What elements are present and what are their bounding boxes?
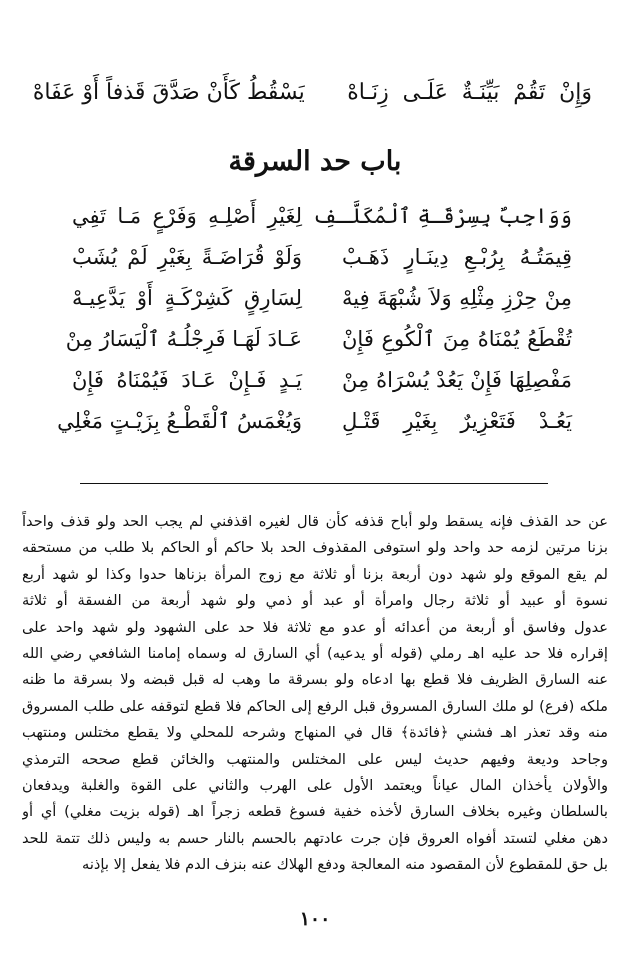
second-hemistich: لِغَيْرِ أَصْلِـهِ وَفَرْعٍ مَـا تَفِي (72, 203, 302, 228)
first-hemistich: تُقْطَعُ يُمْنَاهُ مِنَ ٱلْكُوعِ فَإِنْ (342, 326, 572, 351)
first-hemistich: مَفْصِلِهَا فَإِنْ يَعُدْ يُسْرَاهُ مِنْ (342, 367, 572, 392)
first-hemistich: يَعُـدْ فَتَعْزِيرٌ بِغَيْرِ قَتْـلِ (342, 408, 572, 433)
second-hemistich: وَيُغْمَسُ ٱلْقَطْـعُ بِزَيْـتٍ مَغْلِي (57, 408, 302, 433)
commentary-line: بزنا مرتين لزمه حد واحد ولو استوفى المقذوف الحد بلا حاكم أو الحاكم بلا طلب من مستحقه (22, 539, 608, 557)
commentary-line: عدول وفاسق أو أربعة من أعدائه أو عدو مع ثلاثة فلا حد على الشهود ولو شهد واحد على (22, 618, 608, 636)
commentary-line: بالسلطان وغيره بخلاف السارق لأخذه خفية فسوغ قطعه زجراً اهـ (قوله بزيت مغلي) أي أو (22, 803, 608, 821)
verse-row (72, 236, 572, 277)
commentary-line: والأولان يأخذان المال عياناً ويعتمد الأول على الهرب والثاني على القوة والغلبة ويدفعان (22, 776, 608, 794)
second-hemistich: لِسَارِقٍ كَشِرْكَـةٍ أَوْ يَدَّعِيـهْ (72, 285, 302, 310)
verse-row (72, 359, 572, 400)
commentary-line: بل حق للمقطوع لأن المقصود منه المعالجة ودفع الهلاك عنه بنزف الدم فلا يفعل إلا بإذنه (82, 856, 608, 874)
second-hemistich: عَـادَ لَهَـا فَرِجْلُـهُ ٱلْيَسَارُ مِنْ (65, 326, 302, 351)
verse-row (72, 195, 572, 236)
chapter-title: باب حد السرقة (228, 146, 402, 177)
commentary-line: عن حد القذف فإنه يسقط ولو أباح قذفه كأن قال لغيره اقذفني لم يجب الحد ولو قذف واحداً (22, 513, 608, 530)
second-hemistich: وَلَوْ قُرَاضَـةً بِغَيْرِ لَمْ يُشَبْ (72, 244, 302, 269)
top-verse-second-hemistich: يَسْقُطُ كَأَنْ صَدَّقَ قَذفاً أَوْ عَفَاهْ (32, 79, 305, 105)
first-hemistich: مِنْ حِرْزِ مِثْلِهِ وَلاَ شُبْهَةَ فِيهْ (342, 285, 572, 310)
top-verse (32, 72, 592, 112)
commentary-text (22, 509, 608, 878)
first-hemistich: وَوَاجِبٌ بِسِرْقَـةِ ٱلْمُكَلَّـفِ (312, 203, 572, 228)
commentary-line: نسوة أو عبيد أو ثلاثة رجال وامرأة أو عبد أو ذمي ولو شهد أربعة من الفسقة أو ثلاثة (22, 592, 608, 610)
commentary-line: دهن مغلي لتستد أفواه العروق فإن جرت عادتهم بالحسم بالنار حسم به وليس ذلك تتمة للحد (22, 829, 608, 847)
commentary-line: منه وقد تعذر اهـ فشني ﴿فائدة﴾ قال في المنهاج وشرحه للمحلي ولا يقطع مختلس ومنتهب (22, 724, 608, 742)
page-number: ١٠٠ (299, 908, 331, 930)
commentary-line: عنه السارق الظريف فلا قطع بها ادعاه ولو بسرقة ما وهب له قبل قبضه ولا بسرقة ما ظنه (22, 671, 608, 689)
verse-row (72, 277, 572, 318)
section-divider (80, 483, 548, 484)
top-verse-first-hemistich: وَإِنْ تَقُمْ بَيِّنَـةٌ عَلَـى زِنَـاهْ (347, 79, 592, 105)
first-hemistich: قِيمَتُـهُ بِرُبْـعِ دِينَـارٍ ذَهَـبْ (342, 244, 572, 269)
verse-block (57, 195, 572, 441)
verse-row (57, 400, 572, 441)
second-hemistich: يَـدٍ فَـإِنْ عَـادَ فَيُمْنَاهُ فَإِنْ (72, 367, 302, 392)
commentary-line: إقراره فلا حد عليه اهـ رملي (قوله أو يدعيه) أي السارق له وسماه إمامنا الشافعي رضي الله (22, 644, 608, 662)
verse-row (65, 318, 572, 359)
commentary-line: وجاحد وديعة وفيهم حديث ليس على المختلس والمنتهب والخائن قطع صححه الترمذي (22, 750, 608, 768)
commentary-line: لم يقع الموقع ولو شهد دون أربعة بزنا أو ثلاثة مع زوج المرأة بزناها حدوا وكذا لو شهد أربع (22, 565, 608, 583)
commentary-line: ملكه (فرع) لو ملك السارق المسروق قبل الرفع إلى الحاكم فلا قطع لتوقفه على طلب المسروق (22, 697, 608, 715)
